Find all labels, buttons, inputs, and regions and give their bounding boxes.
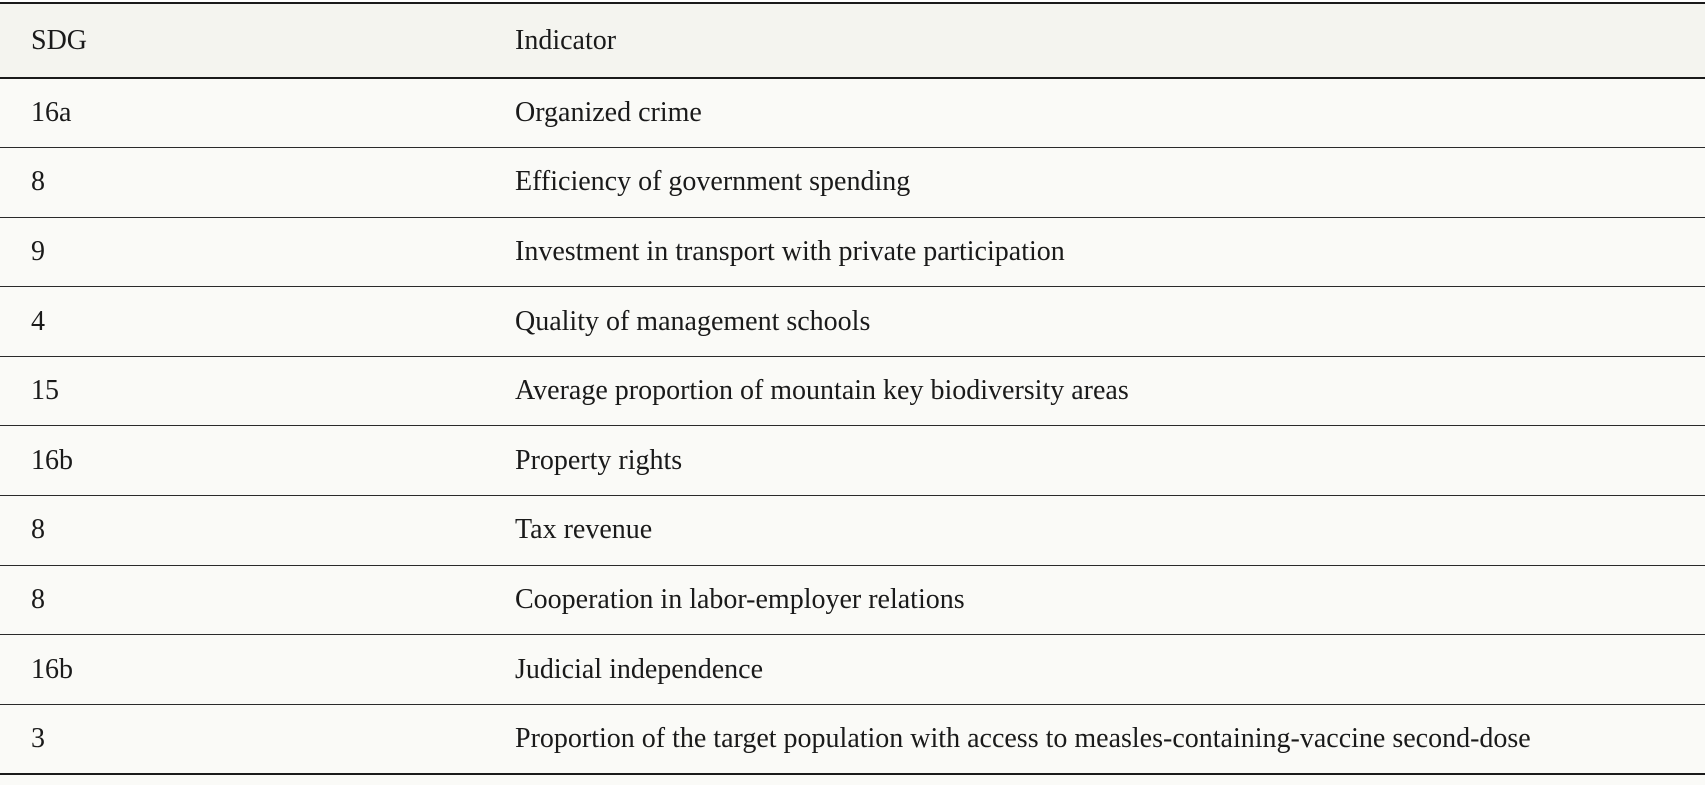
table-body bbox=[0, 78, 1705, 774]
table-row bbox=[0, 704, 1705, 774]
indicator-cell: Investment in transport with private participation bbox=[515, 235, 1065, 267]
table-row bbox=[0, 287, 1705, 357]
table-row bbox=[0, 148, 1705, 218]
indicator-cell: Property rights bbox=[515, 444, 683, 476]
table-row bbox=[0, 217, 1705, 287]
table-row bbox=[0, 496, 1705, 566]
indicator-cell: Quality of management schools bbox=[515, 305, 871, 337]
column-header-indicator: Indicator bbox=[515, 24, 617, 56]
indicator-cell: Organized crime bbox=[515, 97, 702, 129]
sdg-cell: 8 bbox=[31, 583, 45, 615]
sdg-cell: 3 bbox=[31, 722, 45, 754]
table-header bbox=[0, 3, 1705, 78]
indicator-table-container bbox=[0, 2, 1705, 785]
header-row bbox=[0, 3, 1705, 78]
table-row bbox=[0, 426, 1705, 496]
column-header-sdg: SDG bbox=[31, 24, 88, 56]
sdg-cell: 9 bbox=[31, 235, 45, 267]
indicator-cell: Average proportion of mountain key biodiversity areas bbox=[515, 375, 1129, 407]
sdg-cell: 8 bbox=[31, 166, 45, 198]
sdg-cell: 16b bbox=[31, 444, 73, 476]
sdg-cell: 15 bbox=[31, 375, 59, 407]
indicator-cell: Judicial independence bbox=[515, 653, 764, 685]
sdg-indicator-table bbox=[0, 2, 1705, 775]
table-row bbox=[0, 635, 1705, 705]
sdg-cell: 16a bbox=[31, 97, 72, 129]
table-row bbox=[0, 78, 1705, 148]
sdg-cell: 16b bbox=[31, 653, 73, 685]
sdg-cell: 4 bbox=[31, 305, 45, 337]
indicator-cell: Proportion of the target population with access to measles-containing-vaccine second-dose bbox=[515, 722, 1531, 754]
indicator-cell: Efficiency of government spending bbox=[515, 166, 911, 198]
indicator-cell: Cooperation in labor-employer relations bbox=[515, 583, 965, 615]
table-row bbox=[0, 565, 1705, 635]
table-row bbox=[0, 356, 1705, 426]
sdg-cell: 8 bbox=[31, 514, 45, 546]
indicator-cell: Tax revenue bbox=[515, 514, 653, 546]
